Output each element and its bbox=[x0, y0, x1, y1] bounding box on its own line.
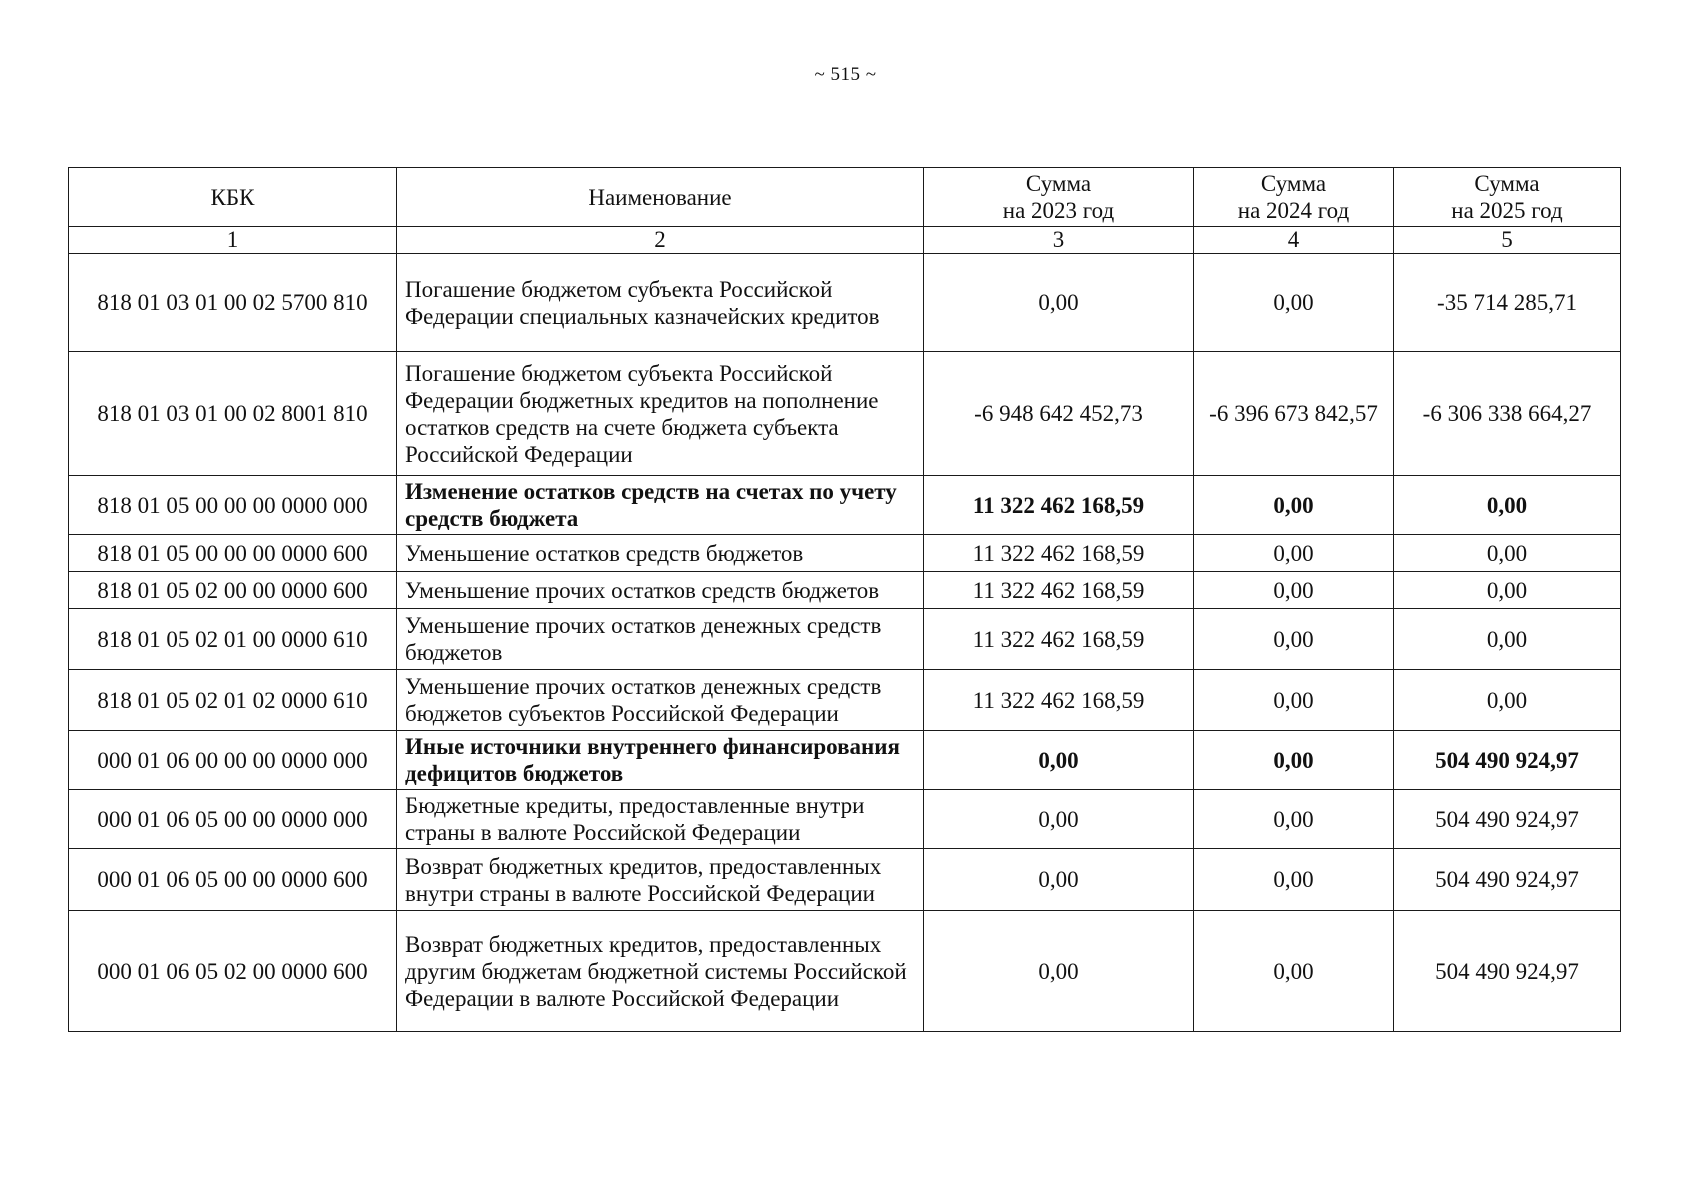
sum-2024: 0,00 bbox=[1194, 911, 1394, 1032]
sum-2023: 0,00 bbox=[924, 254, 1194, 352]
sum-2025: 0,00 bbox=[1394, 609, 1621, 670]
sum-2025: 0,00 bbox=[1394, 476, 1621, 535]
kbk-code: 818 01 05 00 00 00 0000 600 bbox=[69, 535, 397, 572]
header-name: Наименование bbox=[397, 168, 924, 227]
column-number: 1 bbox=[69, 227, 397, 254]
sum-2025: 504 490 924,97 bbox=[1394, 731, 1621, 790]
sum-2025: 504 490 924,97 bbox=[1394, 911, 1621, 1032]
header-sum-2025-line1: Сумма bbox=[1474, 171, 1540, 196]
table-row bbox=[69, 790, 1621, 849]
sum-2024: 0,00 bbox=[1194, 731, 1394, 790]
column-number: 2 bbox=[397, 227, 924, 254]
table-row bbox=[69, 731, 1621, 790]
header-sum-2025 bbox=[1394, 168, 1621, 227]
sum-2024: 0,00 bbox=[1194, 535, 1394, 572]
kbk-code: 818 01 03 01 00 02 8001 810 bbox=[69, 352, 397, 476]
table-row bbox=[69, 911, 1621, 1032]
table-row bbox=[69, 352, 1621, 476]
page-number: ~ 515 ~ bbox=[814, 64, 877, 85]
kbk-code: 000 01 06 05 00 00 0000 000 bbox=[69, 790, 397, 849]
kbk-code: 818 01 05 02 01 00 0000 610 bbox=[69, 609, 397, 670]
sum-2025: 0,00 bbox=[1394, 535, 1621, 572]
table-row bbox=[69, 572, 1621, 609]
table-row bbox=[69, 849, 1621, 911]
column-number: 4 bbox=[1194, 227, 1394, 254]
sum-2025: 0,00 bbox=[1394, 572, 1621, 609]
header-sum-2024-line2: на 2024 год bbox=[1237, 198, 1350, 223]
sum-2023: 11 322 462 168,59 bbox=[924, 572, 1194, 609]
header-kbk: КБК bbox=[69, 168, 397, 227]
sum-2023: -6 948 642 452,73 bbox=[924, 352, 1194, 476]
header-sum-2025-line2: на 2025 год bbox=[1451, 198, 1563, 223]
sum-2025: 0,00 bbox=[1394, 670, 1621, 731]
sum-2023: 11 322 462 168,59 bbox=[924, 476, 1194, 535]
column-number: 5 bbox=[1394, 227, 1621, 254]
kbk-code: 000 01 06 05 02 00 0000 600 bbox=[69, 911, 397, 1032]
sum-2023: 0,00 bbox=[924, 911, 1194, 1032]
sum-2024: -6 396 673 842,57 bbox=[1194, 352, 1394, 476]
item-name: Погашение бюджетом субъекта Российской Федерации специальных казначейских кредитов bbox=[397, 254, 924, 352]
sum-2023: 11 322 462 168,59 bbox=[924, 670, 1194, 731]
column-numbering-row bbox=[69, 227, 1621, 254]
kbk-code: 818 01 05 02 00 00 0000 600 bbox=[69, 572, 397, 609]
header-row bbox=[69, 168, 1621, 227]
item-name: Иные источники внутреннего финансирования дефицитов бюджетов bbox=[397, 731, 924, 790]
sum-2023: 0,00 bbox=[924, 849, 1194, 911]
sum-2024: 0,00 bbox=[1194, 790, 1394, 849]
sum-2025: 504 490 924,97 bbox=[1394, 790, 1621, 849]
item-name: Возврат бюджетных кредитов, предоставленных внутри страны в валюте Российской Федерации bbox=[397, 849, 924, 911]
table-row bbox=[69, 670, 1621, 731]
sum-2024: 0,00 bbox=[1194, 572, 1394, 609]
item-name: Бюджетные кредиты, предоставленные внутри страны в валюте Российской Федерации bbox=[397, 790, 924, 849]
kbk-code: 818 01 05 00 00 00 0000 000 bbox=[69, 476, 397, 535]
kbk-code: 000 01 06 00 00 00 0000 000 bbox=[69, 731, 397, 790]
sum-2025: 504 490 924,97 bbox=[1394, 849, 1621, 911]
table-row bbox=[69, 254, 1621, 352]
item-name: Погашение бюджетом субъекта Российской Федерации бюджетных кредитов на пополнение остатков средств на счете бюджета субъекта Российской Федерации bbox=[397, 352, 924, 476]
item-name: Уменьшение прочих остатков денежных средств бюджетов субъектов Российской Федерации bbox=[397, 670, 924, 731]
sum-2025: -6 306 338 664,27 bbox=[1394, 352, 1621, 476]
item-name: Возврат бюджетных кредитов, предоставленных другим бюджетам бюджетной системы Российской Федерации в валюте Российской Федерации bbox=[397, 911, 924, 1032]
header-sum-2024-line1: Сумма bbox=[1260, 171, 1327, 196]
sum-2023: 0,00 bbox=[924, 790, 1194, 849]
sum-2024: 0,00 bbox=[1194, 476, 1394, 535]
table-body bbox=[69, 254, 1621, 1032]
budget-sources-table bbox=[68, 167, 1621, 1032]
kbk-code: 818 01 05 02 01 02 0000 610 bbox=[69, 670, 397, 731]
sum-2024: 0,00 bbox=[1194, 670, 1394, 731]
table-header bbox=[69, 168, 1621, 254]
header-sum-2023-line1: Сумма bbox=[1025, 171, 1092, 196]
kbk-code: 000 01 06 05 00 00 0000 600 bbox=[69, 849, 397, 911]
sum-2023: 11 322 462 168,59 bbox=[924, 609, 1194, 670]
item-name: Изменение остатков средств на счетах по учету средств бюджета bbox=[397, 476, 924, 535]
sum-2024: 0,00 bbox=[1194, 849, 1394, 911]
header-sum-2023-line2: на 2023 год bbox=[1002, 198, 1115, 223]
table-row bbox=[69, 476, 1621, 535]
sum-2024: 0,00 bbox=[1194, 609, 1394, 670]
kbk-code: 818 01 03 01 00 02 5700 810 bbox=[69, 254, 397, 352]
table-row bbox=[69, 535, 1621, 572]
sum-2023: 0,00 bbox=[924, 731, 1194, 790]
item-name: Уменьшение прочих остатков средств бюджетов bbox=[397, 572, 924, 609]
header-sum-2024 bbox=[1194, 168, 1394, 227]
sum-2025: -35 714 285,71 bbox=[1394, 254, 1621, 352]
table-row bbox=[69, 609, 1621, 670]
item-name: Уменьшение остатков средств бюджетов bbox=[397, 535, 924, 572]
column-number: 3 bbox=[924, 227, 1194, 254]
header-sum-2023 bbox=[924, 168, 1194, 227]
item-name: Уменьшение прочих остатков денежных средств бюджетов bbox=[397, 609, 924, 670]
sum-2024: 0,00 bbox=[1194, 254, 1394, 352]
sum-2023: 11 322 462 168,59 bbox=[924, 535, 1194, 572]
